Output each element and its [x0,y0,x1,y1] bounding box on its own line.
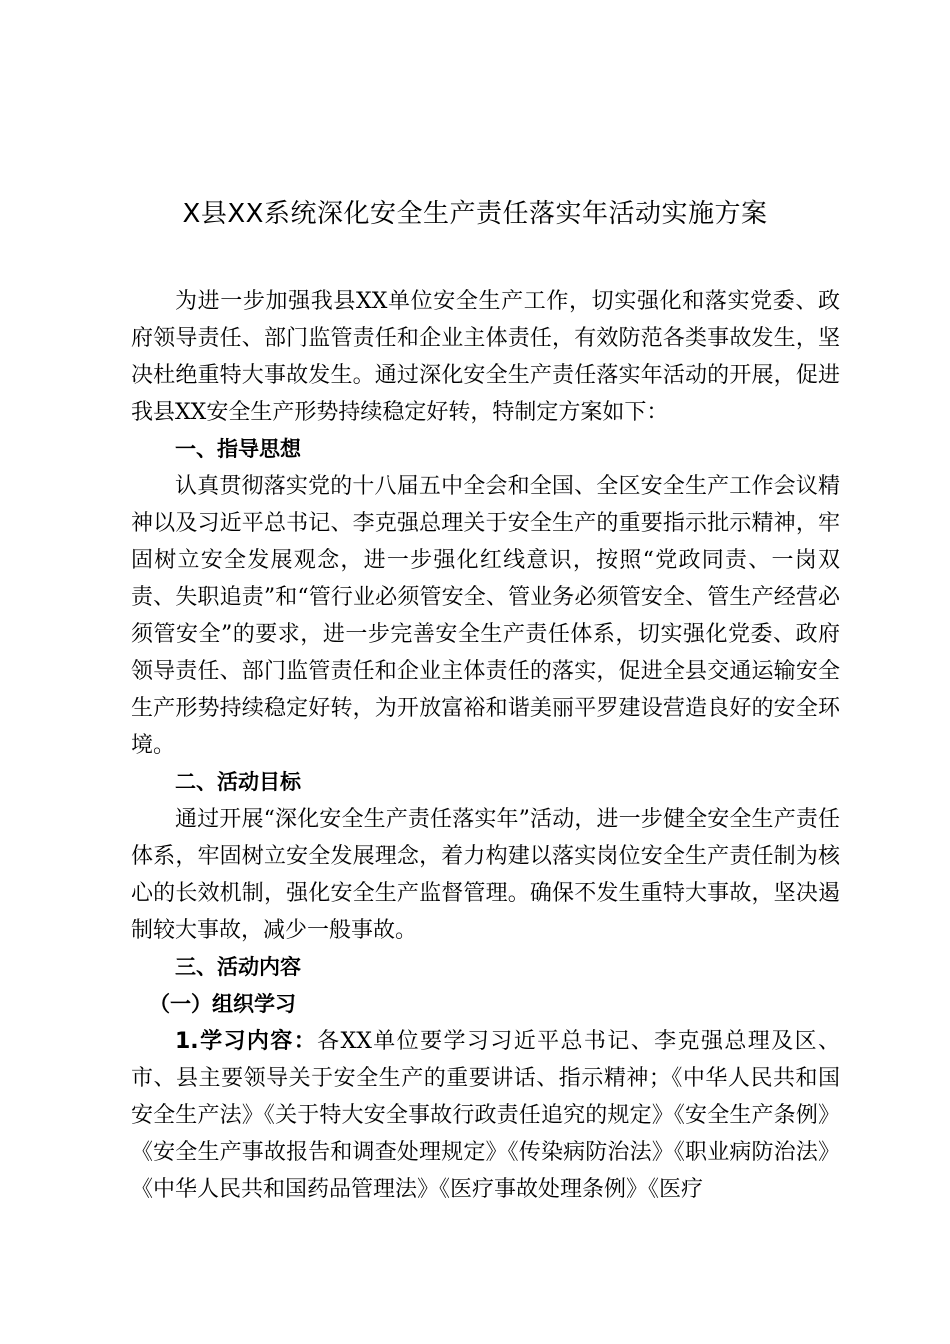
section-heading-activity-goals: 二、活动目标 [175,770,301,794]
subsection-heading-organize-study: （一）组织学习 [149,992,296,1016]
section-paragraph-activity-goals: 通过开展“深化安全生产责任落实年”活动，进一步健全安全生产责任体系，牢固树立安全发展理念，着力构建以落实岗位安全生产责任制为核心的长效机制，强化安全生产监督管理。确保不发生重特大事故，坚决遏制较大事故，减少一般事故。 [131,807,840,943]
item-paragraph-study-content [131,1023,840,1208]
item-text: 各XX单位要学习习近平总书记、李克强总理及区、市、县主要领导关于安全生产的重要讲话、指示精神；《中华人民共和国安全生产法》《关于特大安全事故行政责任追究的规定》《安全生产条例》《安全生产事故报告和调查处理规定》《传染病防治法》《职业病防治法》《中华人民共和国药品管理法》《医疗事故处理条例》《医疗 [131,1029,841,1202]
section-heading-guiding-ideology: 一、指导思想 [175,437,301,461]
document-body [131,283,840,1208]
item-lead-label: 1.学习内容： [175,1029,318,1054]
document-title: X县XX系统深化安全生产责任落实年活动实施方案 [182,199,768,229]
section-heading-activity-content: 三、活动内容 [175,955,301,979]
section-paragraph-guiding-ideology: 认真贯彻落实党的十八届五中全会和全国、全区安全生产工作会议精神以及习近平总书记、李克强总理关于安全生产的重要指示批示精神，牢固树立安全发展观念，进一步强化红线意识，按照“党政同责、一岗双责、失职追责”和“管行业必须管安全、管业务必须管安全、管生产经营必须管安全”的要求，进一步完善安全生产责任体系，切实强化党委、政府领导责任、部门监管责任和企业主体责任的落实，促进全县交通运输安全生产形势持续稳定好转，为开放富裕和谐美丽平罗建设营造良好的安全环境。 [131,474,840,758]
intro-paragraph: 为进一步加强我县XX单位安全生产工作，切实强化和落实党委、政府领导责任、部门监管责任和企业主体责任，有效防范各类事故发生，坚决杜绝重特大事故发生。通过深化安全生产责任落实年活动的开展，促进我县XX安全生产形势持续稳定好转，特制定方案如下： [131,289,840,425]
